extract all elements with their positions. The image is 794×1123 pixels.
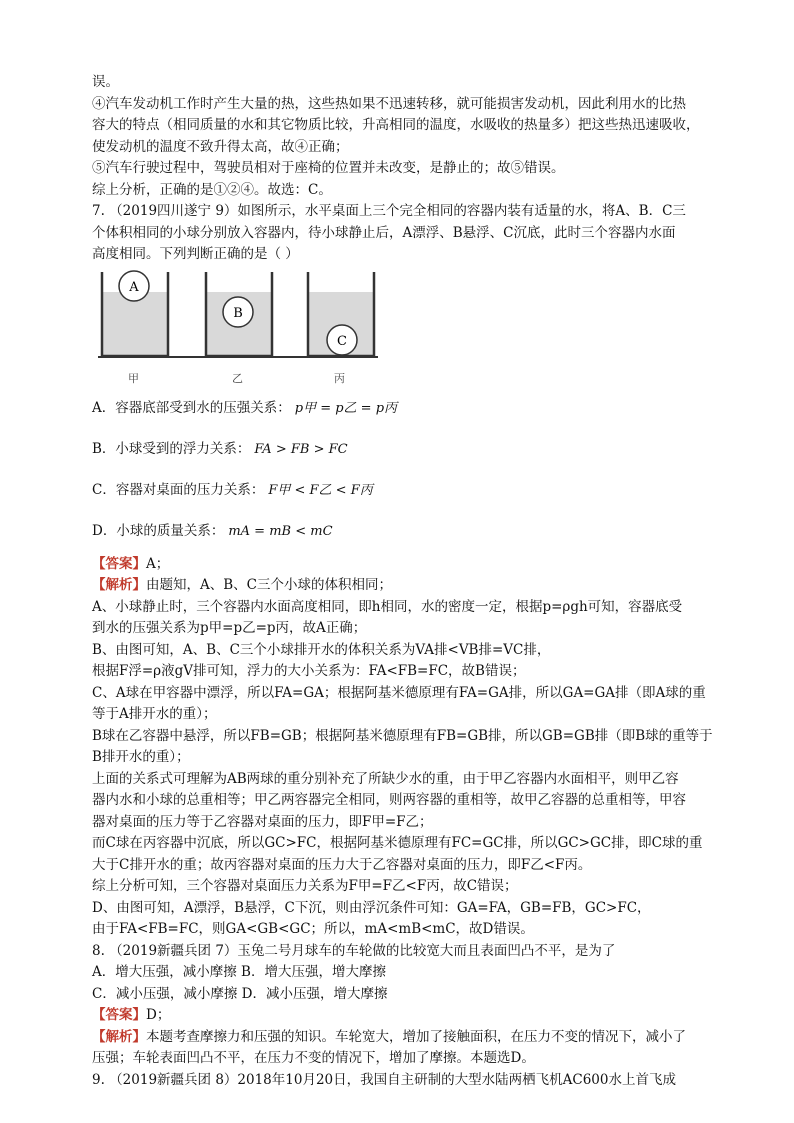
option-a-text: A．容器底部受到水的压强关系： [92,399,291,416]
analysis-line: B排开水的重）； [92,749,190,765]
question-8-options-2: C．减小压强，减小摩擦 D．减小压强，增大摩擦 [92,985,388,1002]
question-9-title: 9. （2019新疆兵团 8）2018年10月20日，我国自主研制的大型水陆两栖飞机AC600水上首飞成 [92,1071,676,1088]
figure-labels [98,370,378,386]
ball-b-label: B [233,305,243,321]
analysis-line: 综上分析可知，三个容器对桌面压力关系为F甲=F乙<F丙，故C错误； [92,878,518,894]
analysis-line: 器对桌面的压力等于乙容器对桌面的压力，即F甲=F乙； [92,813,433,830]
analysis-tag: 【解析】 [92,1028,146,1045]
question-7-title: 7. （2019四川遂宁 9）如图所示，水平桌面上三个完全相同的容器内装有适量的水，将A、B．C三 [92,203,686,219]
analysis-line: A、小球静止时，三个容器内水面高度相同，即h相同，水的密度一定，根据p=ρgh可知，容器底受 [92,598,683,615]
containers-figure [98,270,378,366]
text-line: 误。 [92,74,119,90]
label-yi: 乙 [232,371,243,385]
answer-text: D； [146,1007,171,1023]
document-page [92,72,713,1091]
analysis-tag: 【解析】 [92,577,146,593]
analysis-first: 本题考查摩擦力和压强的知识。车轮宽大，增加了接触面积，在压力不变的情况下，减小了 [146,1028,686,1045]
analysis-8 [92,1027,704,1049]
question-8-title: 8. （2019新疆兵团 7）玉兔二号月球车的车轮做的比较宽大而且表面凹凸不平，是为了 [92,942,616,959]
analysis-7 [92,575,704,597]
ball-b [223,297,253,327]
option-a-formula: p甲 = p乙 = p丙 [294,400,398,416]
option-c [92,480,704,501]
text-line: 个体积相同的小球分别放入容器内，待小球静止后，A漂浮、B悬浮、C沉底，此时三个容器内水面 [92,224,676,241]
option-d [92,521,704,542]
option-c-formula: F甲 < F乙 < F丙 [268,482,373,498]
option-b-text: B．小球受到的浮力关系： [92,440,251,457]
option-b [92,439,704,460]
answer-8 [92,1005,704,1027]
analysis-line: B球在乙容器中悬浮，所以FB=GB；根据阿基米德原理有FB=GB排，所以GB=GB排（即B球的重等于 [92,727,713,744]
analysis-line: D、由图可知，A漂浮，B悬浮，C下沉，则由浮沉条件可知：GA=FA，GB=FB，GC>FC， [92,899,651,916]
analysis-line: 压强；车轮表面凹凸不平，在压力不变的情况下，增加了摩擦。本题选D。 [92,1050,535,1066]
answer-tag: 【答案】 [92,1007,146,1023]
ball-c-label: C [337,333,347,349]
ball-a-label: A [129,279,139,295]
analysis-line: 等于A排开水的重）； [92,706,217,722]
text-line: 高度相同。下列判断正确的是（ ） [92,246,299,262]
answer-text: A； [146,555,170,572]
question-8-options-1: A．增大压强，减小摩擦 B．增大压强，增大摩擦 [92,964,386,980]
analysis-line: 而C球在丙容器中沉底，所以GC>FC，根据阿基米德原理有FC=GC排，所以GC>GC排，即C球的重 [92,835,703,851]
answer-7 [92,554,704,576]
option-c-text: C．容器对桌面的压力关系： [92,481,265,498]
text-line: ⑤汽车行驶过程中，驾驶员相对于座椅的位置并未改变，是静止的；故⑤错误。 [92,160,565,176]
analysis-line: B、由图可知，A、B、C三个小球排开水的体积关系为VA排<VB排=VC排， [92,641,551,658]
option-d-formula: mA = mB < mC [228,523,333,539]
analysis-first: 由题知，A、B、C三个小球的体积相同； [146,577,392,593]
text-line: 使发动机的温度不致升得太高，故④正确； [92,138,349,155]
text-line: 容大的特点（相同质量的水和其它物质比较，升高相同的温度，水吸收的热量多）把这些热迅速吸收， [92,117,700,133]
analysis-line: 到水的压强关系为p甲=p乙=p丙，故A正确； [92,620,367,636]
option-d-text: D．小球的质量关系： [92,522,225,539]
analysis-line: 根据F浮=ρ液gV排可知，浮力的大小关系为：FA<FB=FC，故B错误； [92,663,526,679]
analysis-line: 器内水和小球的总重相等；甲乙两容器完全相同，则两容器的重相等，故甲乙容器的总重相等，甲容 [92,792,686,808]
ball-a [119,271,149,301]
answer-tag: 【答案】 [92,555,146,572]
ball-c [327,325,357,355]
option-b-formula: FA > FB > FC [254,441,348,457]
label-bing: 丙 [334,371,345,385]
text-line: 综上分析，正确的是①②④。故选：C。 [92,181,332,198]
analysis-line: 由于FA<FB=FC，则GA<GB<GC；所以，mA<mB<mC，故D错误。 [92,921,534,937]
option-a [92,398,704,419]
text-line: ④汽车发动机工作时产生大量的热，这些热如果不迅速转移，就可能损害发动机，因此利用水的比热 [92,95,686,112]
analysis-line: 上面的关系式可理解为AB两球的重分别补充了所缺少水的重，由于甲乙容器内水面相平，则甲乙容 [92,770,679,787]
analysis-line: C、A球在甲容器中漂浮，所以FA=GA；根据阿基米德原理有FA=GA排，所以GA=GA排（即A球的重 [92,684,706,701]
analysis-line: 大于C排开水的重；故丙容器对桌面的压力大于乙容器对桌面的压力，即F乙<F丙。 [92,856,592,873]
label-jia: 甲 [128,371,139,385]
